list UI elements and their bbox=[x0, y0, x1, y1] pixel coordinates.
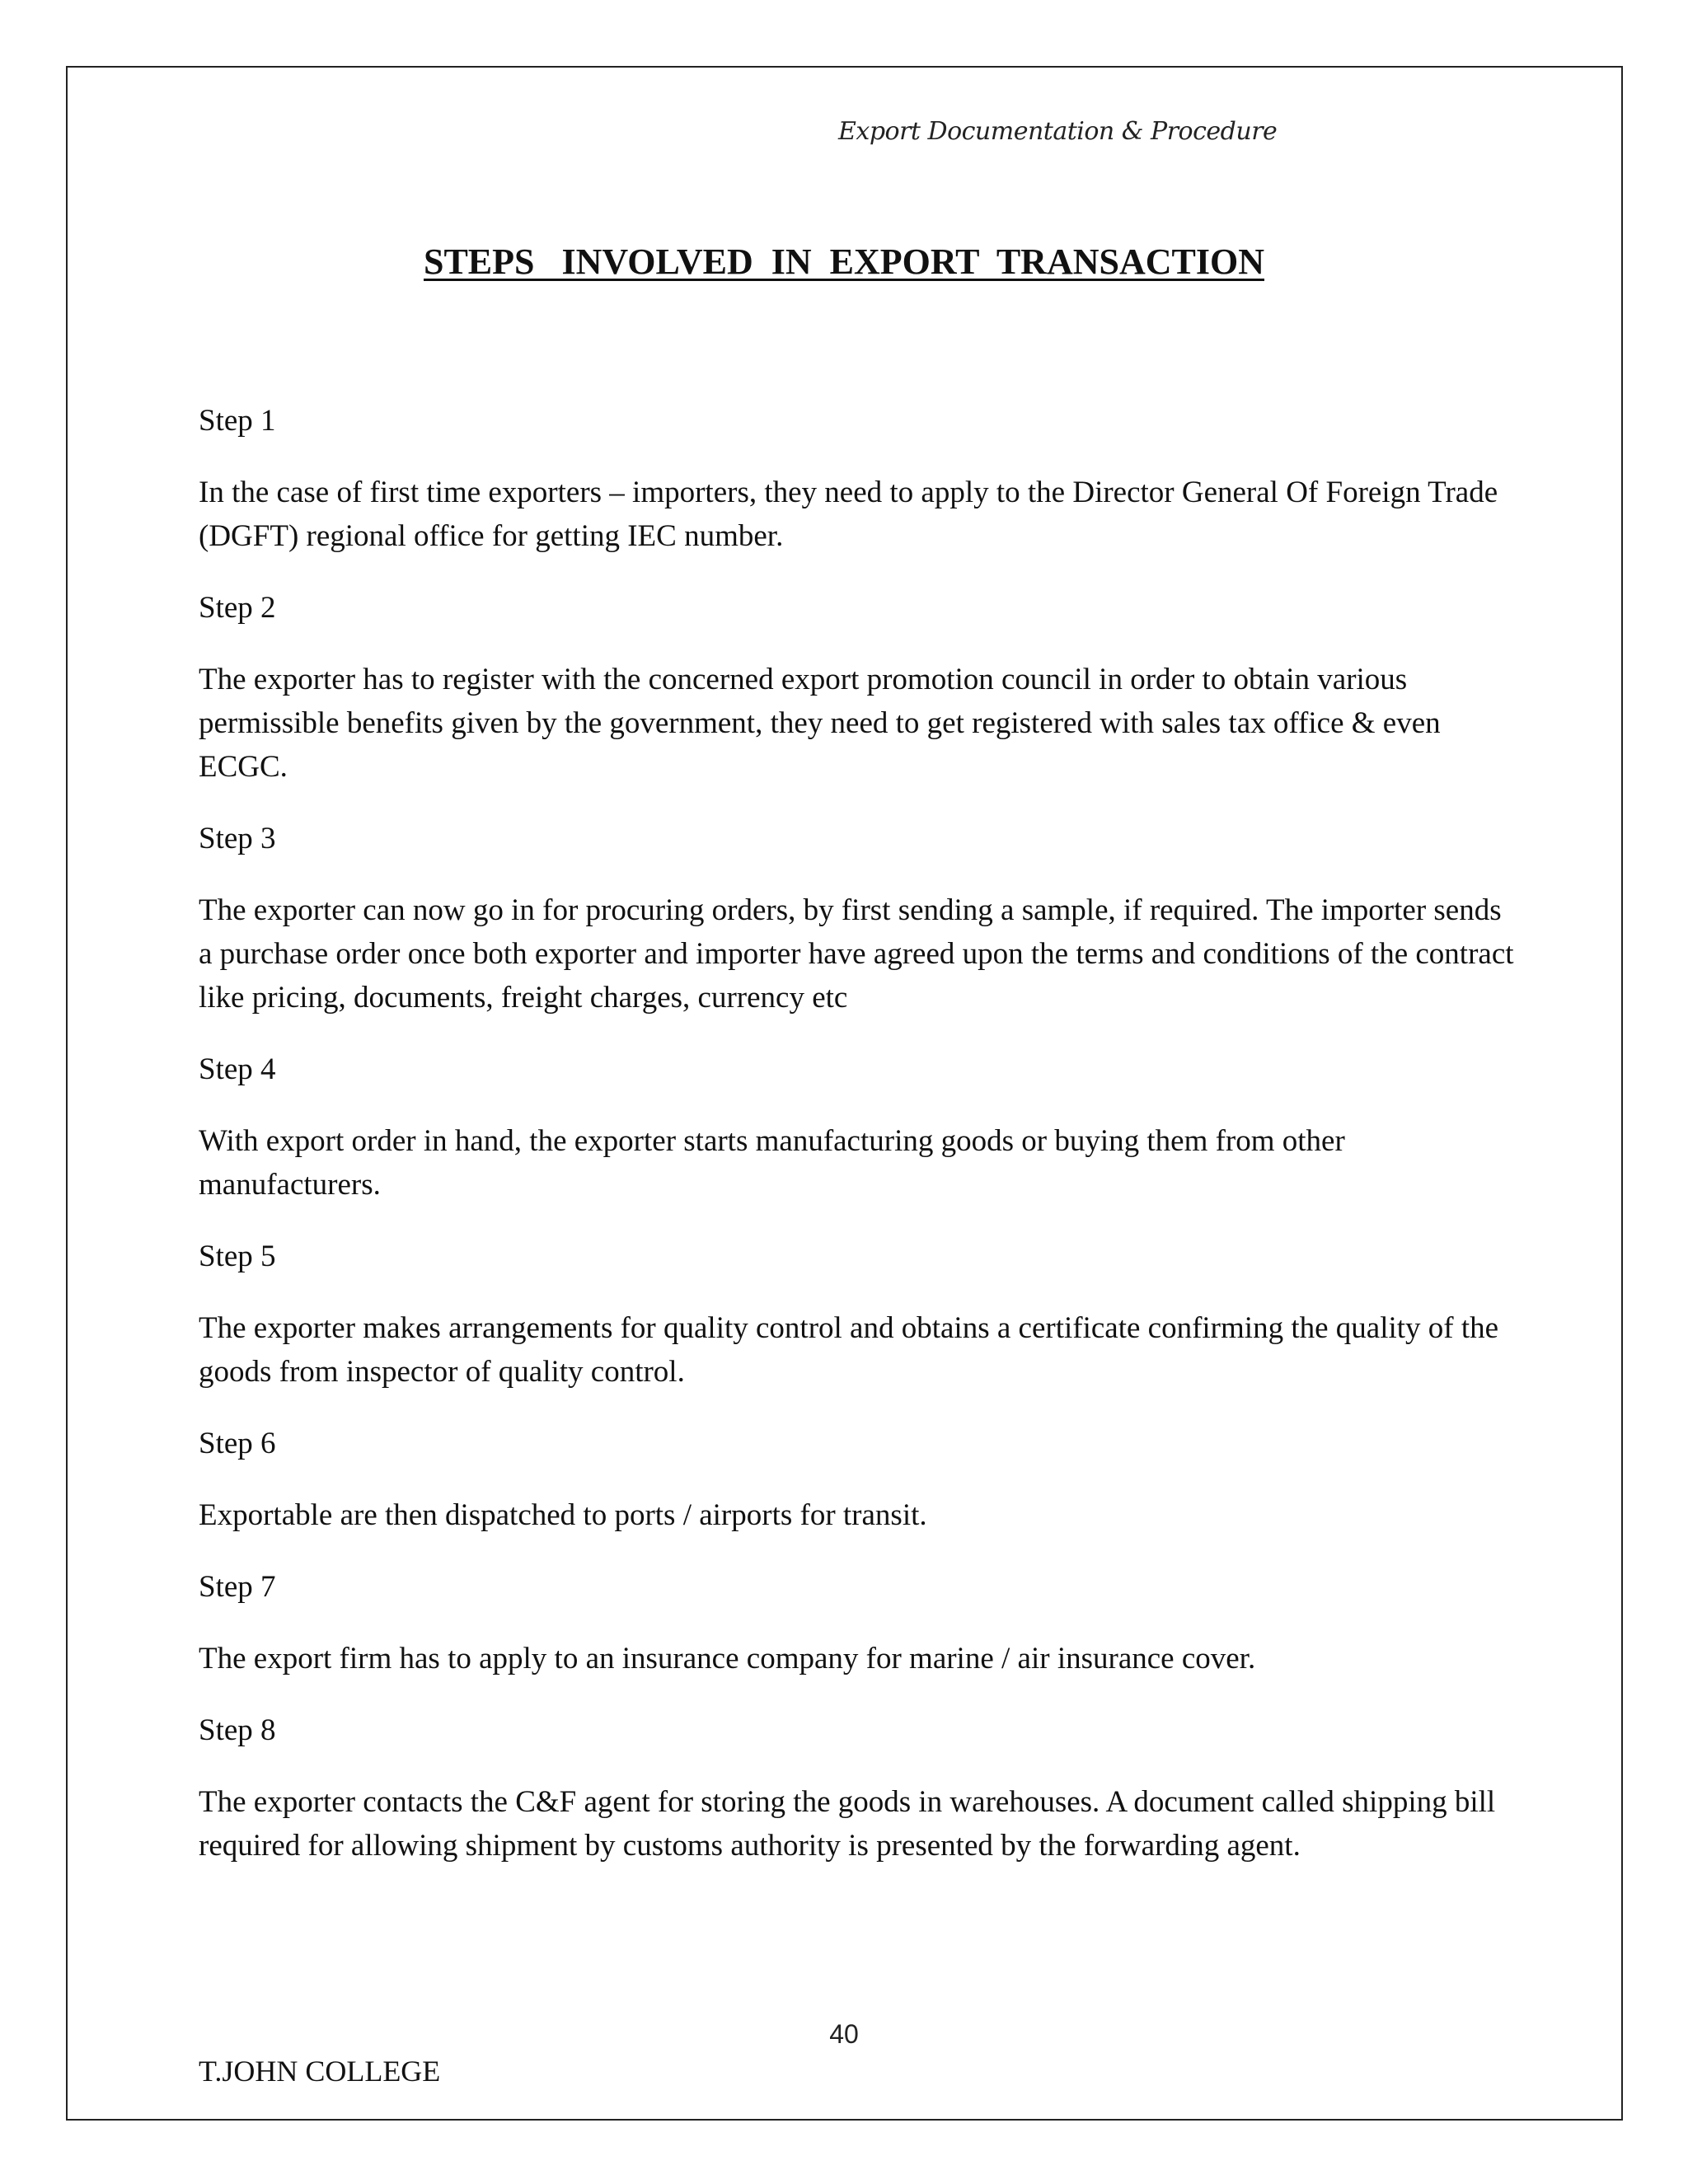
step-heading: Step 4 bbox=[199, 1052, 276, 1086]
step-text: With export order in hand, the exporter starts manufacturing goods or buying them from other manufacturers. bbox=[199, 1124, 1345, 1202]
step-heading: Step 1 bbox=[199, 404, 276, 438]
step-1 bbox=[199, 399, 1517, 558]
steps-list bbox=[199, 399, 1517, 1896]
step-text: In the case of first time exporters – importers, they need to apply to the Director General Of Foreign Trade (DGFT) regional office for getting IEC number. bbox=[199, 476, 1498, 553]
step-heading: Step 2 bbox=[199, 591, 276, 625]
page-number: 40 bbox=[829, 2019, 859, 2049]
step-8 bbox=[199, 1708, 1517, 1868]
step-7 bbox=[199, 1565, 1517, 1680]
running-header: Export Documentation & Procedure bbox=[838, 117, 1278, 146]
step-text: The exporter has to register with the concerned export promotion council in order to obtain various permissible benefits given by the government, they need to get registered with sales tax office & even ECGC. bbox=[199, 663, 1441, 784]
step-text: Exportable are then dispatched to ports / airports for transit. bbox=[199, 1498, 927, 1532]
step-text: The exporter can now go in for procuring orders, by first sending a sample, if required. The importer sends a purchase order once both exporter and importer have agreed upon the terms and conditions of the contract like pricing, documents, freight charges, currency etc bbox=[199, 893, 1514, 1015]
step-2 bbox=[199, 586, 1517, 789]
step-heading: Step 5 bbox=[199, 1240, 276, 1273]
page-title bbox=[0, 241, 1688, 283]
step-heading: Step 8 bbox=[199, 1713, 276, 1747]
step-5 bbox=[199, 1235, 1517, 1394]
step-3 bbox=[199, 817, 1517, 1019]
step-heading: Step 7 bbox=[199, 1570, 276, 1604]
page-title-text: STEPS INVOLVED IN EXPORT TRANSACTION bbox=[423, 241, 1264, 282]
step-4 bbox=[199, 1047, 1517, 1207]
step-text: The export firm has to apply to an insurance company for marine / air insurance cover. bbox=[199, 1642, 1256, 1675]
step-heading: Step 3 bbox=[199, 822, 276, 855]
step-6 bbox=[199, 1422, 1517, 1537]
footer-college-name: T.JOHN COLLEGE bbox=[199, 2055, 441, 2088]
step-heading: Step 6 bbox=[199, 1427, 276, 1460]
step-text: The exporter contacts the C&F agent for storing the goods in warehouses. A document called shipping bill required for allowing shipment by customs authority is presented by the forwarding agent. bbox=[199, 1785, 1496, 1863]
step-text: The exporter makes arrangements for quality control and obtains a certificate confirming the quality of the goods from inspector of quality control. bbox=[199, 1311, 1499, 1389]
